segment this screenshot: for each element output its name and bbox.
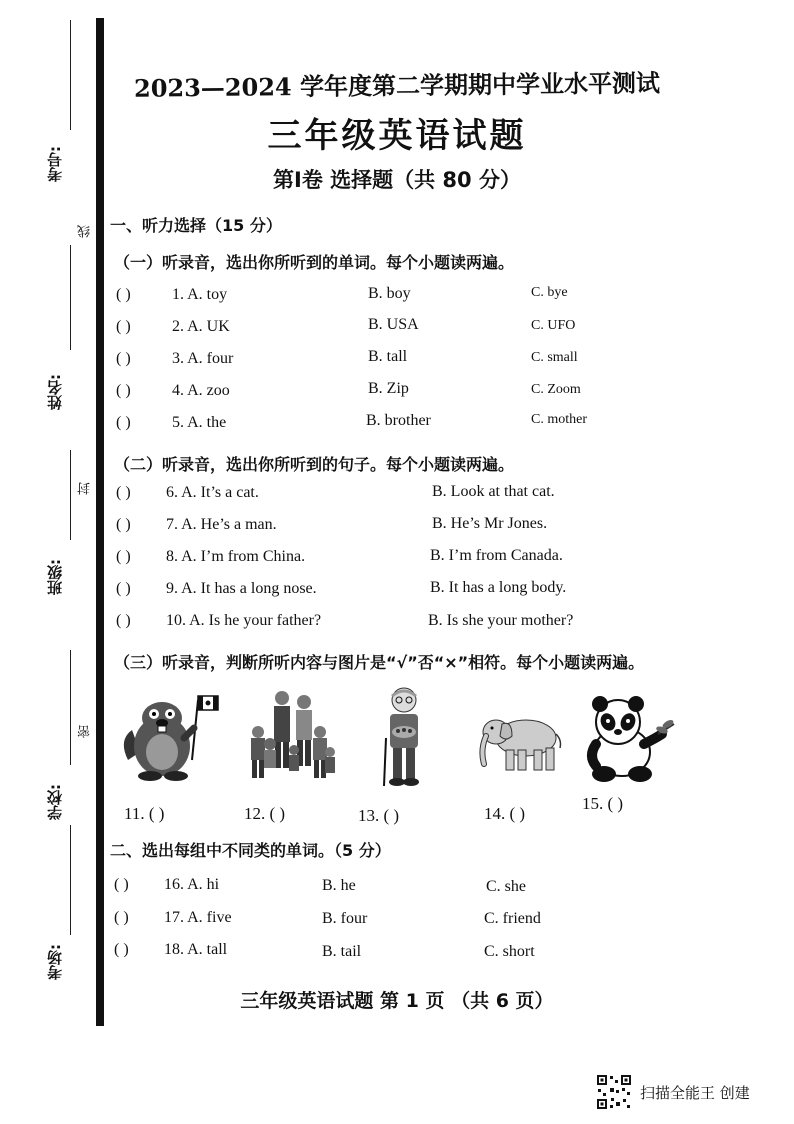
option-a: 8. A. I’m from China. bbox=[166, 548, 306, 565]
answer-paren[interactable]: ( ) bbox=[116, 350, 131, 367]
picture-answer-12[interactable]: 12. ( ) bbox=[244, 804, 286, 823]
option-b: B. tall bbox=[368, 348, 408, 365]
option-b: B. four bbox=[322, 910, 368, 927]
option-a: 7. A. He’s a man. bbox=[166, 516, 277, 533]
option-b: B. I’m from Canada. bbox=[430, 547, 563, 564]
option-c: C. small bbox=[531, 350, 578, 365]
seal-line-char: 线 bbox=[78, 225, 93, 238]
family-picture bbox=[246, 688, 336, 784]
option-b: B. boy bbox=[368, 285, 411, 302]
school-label: 学校: bbox=[46, 784, 64, 820]
option-a: 1. A. toy bbox=[172, 286, 228, 303]
answer-paren[interactable]: ( ) bbox=[114, 941, 129, 958]
answer-paren[interactable]: ( ) bbox=[116, 516, 131, 533]
option-c: C. short bbox=[484, 943, 535, 960]
option-b: B. Is she your mother? bbox=[428, 612, 574, 629]
qr-code-icon bbox=[596, 1074, 632, 1110]
seal-seal-char: 封 bbox=[78, 482, 93, 495]
picture-answer-13[interactable]: 13. ( ) bbox=[358, 806, 400, 825]
option-a: 9. A. It has a long nose. bbox=[166, 580, 317, 597]
option-a: 4. A. zoo bbox=[172, 382, 230, 399]
name-label: 姓名: bbox=[46, 374, 64, 410]
option-b: B. He’s Mr Jones. bbox=[432, 515, 548, 532]
option-a: 16. A. hi bbox=[164, 876, 220, 893]
scanner-brand: 扫描全能王 创建 bbox=[640, 1084, 750, 1102]
option-a: 5. A. the bbox=[172, 414, 227, 431]
seal-secret-char: 密 bbox=[78, 725, 93, 738]
option-a: 3. A. four bbox=[172, 350, 234, 367]
old-man-picture bbox=[376, 686, 436, 790]
option-a: 10. A. Is he your father? bbox=[166, 612, 322, 629]
picture-answer-15[interactable]: 15. ( ) bbox=[582, 794, 624, 813]
panda-picture bbox=[586, 694, 676, 784]
section1-title: （一）听录音，选出你所听到的单词。每个小题读两遍。 bbox=[114, 253, 515, 272]
option-b: B. It has a long body. bbox=[430, 579, 567, 596]
answer-paren[interactable]: ( ) bbox=[116, 548, 131, 565]
answer-paren[interactable]: ( ) bbox=[114, 876, 129, 893]
answer-paren[interactable]: ( ) bbox=[116, 414, 131, 431]
exam-subtitle: 三年级英语试题 bbox=[267, 116, 527, 156]
page-footer: 三年级英语试题 第 1 页 （共 6 页） bbox=[240, 990, 554, 1012]
answer-paren[interactable]: ( ) bbox=[116, 286, 131, 303]
option-a: 18. A. tall bbox=[164, 941, 228, 958]
class-label: 班级: bbox=[46, 559, 64, 595]
option-c: C. Zoom bbox=[531, 382, 581, 397]
option-b: B. tail bbox=[322, 943, 362, 960]
option-a: 17. A. five bbox=[164, 909, 232, 926]
class-underline bbox=[70, 450, 71, 540]
answer-paren[interactable]: ( ) bbox=[116, 612, 131, 629]
room-underline bbox=[70, 825, 71, 935]
option-a: 2. A. UK bbox=[172, 318, 230, 335]
exam-id-label: 考号: bbox=[46, 146, 64, 182]
picture-answer-14[interactable]: 14. ( ) bbox=[484, 804, 526, 823]
option-c: C. UFO bbox=[531, 318, 576, 333]
option-b: B. brother bbox=[366, 412, 431, 429]
picture-answer-11[interactable]: 11. ( ) bbox=[124, 804, 165, 823]
option-b: B. USA bbox=[368, 316, 419, 333]
answer-paren[interactable]: ( ) bbox=[116, 484, 131, 501]
option-c: C. mother bbox=[531, 412, 587, 427]
section2-title: （二）听录音，选出你所听到的句子。每个小题读两遍。 bbox=[114, 455, 515, 474]
option-b: B. Look at that cat. bbox=[432, 483, 555, 500]
beaver-flag-picture bbox=[120, 690, 220, 782]
answer-paren[interactable]: ( ) bbox=[116, 318, 131, 335]
volume-heading: 第I卷 选择题（共 80 分） bbox=[273, 168, 521, 192]
answer-paren[interactable]: ( ) bbox=[116, 580, 131, 597]
option-b: B. Zip bbox=[368, 380, 409, 397]
option-c: C. bye bbox=[531, 285, 568, 300]
option-c: C. she bbox=[486, 878, 526, 895]
option-a: 6. A. It’s a cat. bbox=[166, 484, 259, 501]
answer-paren[interactable]: ( ) bbox=[116, 382, 131, 399]
option-c: C. friend bbox=[484, 910, 541, 927]
answer-paren[interactable]: ( ) bbox=[114, 909, 129, 926]
name-underline bbox=[70, 245, 71, 350]
school-underline bbox=[70, 650, 71, 765]
part1-title: 一、听力选择（15 分） bbox=[110, 216, 282, 235]
elephant-picture bbox=[476, 706, 564, 776]
exam-title: 2023—2024 学年度第二学期期中学业水平测试 bbox=[133, 68, 661, 103]
exam-room-label: 考场: bbox=[46, 944, 64, 980]
part2-title: 二、选出每组中不同类的单词。（5 分） bbox=[110, 841, 391, 860]
option-b: B. he bbox=[322, 877, 356, 894]
section3-title: （三）听录音，判断所听内容与图片是“√”否“×”相符。每个小题读两遍。 bbox=[114, 653, 645, 672]
